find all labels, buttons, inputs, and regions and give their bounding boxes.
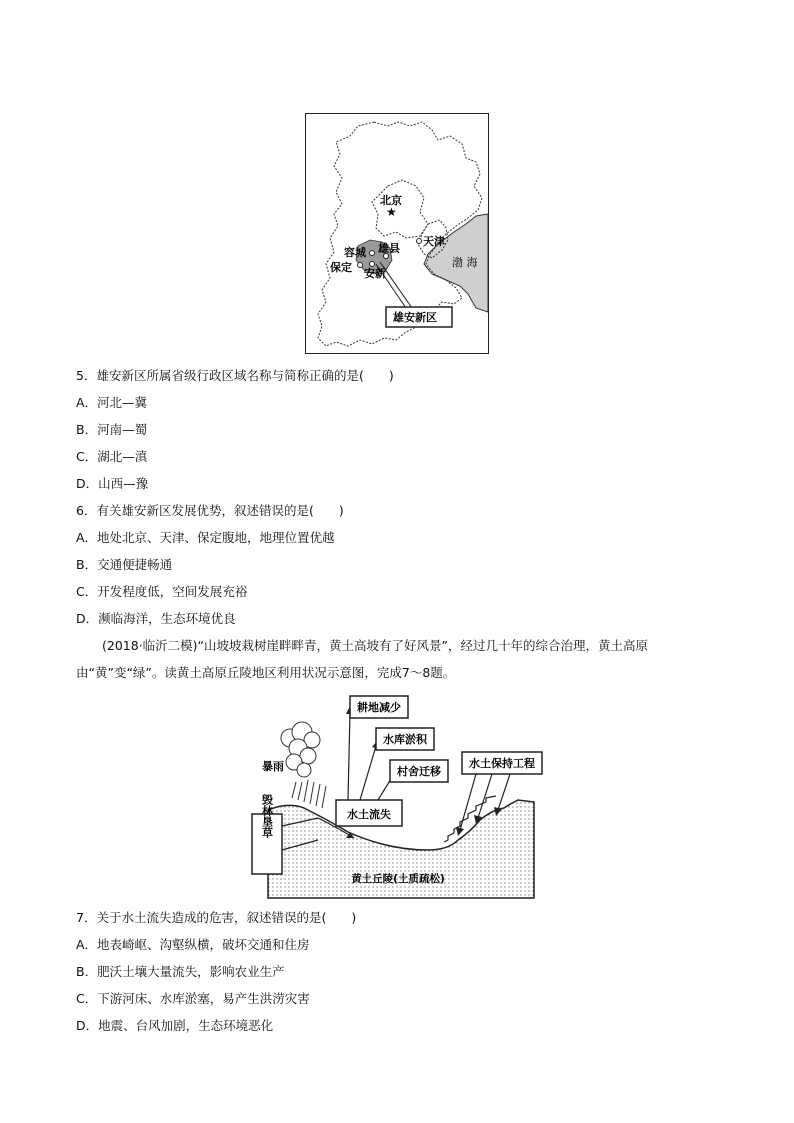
label-shuiku: 水库淤积 — [383, 733, 427, 746]
intro-paragraph — [76, 632, 726, 686]
question-7-option-c: C．下游河床、水库淤塞，易产生洪涝灾害 — [76, 991, 310, 1006]
label-gengdi: 耕地减少 — [357, 701, 401, 714]
question-6-stem: 6．有关雄安新区发展优势，叙述错误的是( ) — [76, 503, 344, 518]
label-rongcheng: 容城 — [344, 246, 366, 259]
map-drawing — [306, 114, 488, 353]
label-tianjin: 天津 — [423, 235, 445, 248]
label-qiuling: 黄土丘陵(土质疏松) — [351, 873, 445, 885]
label-xiongxian: 雄县 — [378, 242, 400, 255]
label-cunshe: 村舍迁移 — [397, 765, 441, 778]
label-shuitu-liushi: 水土流失 — [347, 808, 391, 821]
question-5-option-c: C．湖北—滇 — [76, 449, 148, 464]
label-beijing: 北京 — [380, 194, 402, 207]
loess-plateau-diagram — [248, 690, 548, 902]
question-7-option-b: B．肥沃土壤大量流失，影响农业生产 — [76, 964, 285, 979]
beijing-outline — [372, 180, 428, 238]
question-6-option-d: D．濒临海洋，生态环境优良 — [76, 611, 236, 626]
label-baoding: 保定 — [330, 261, 352, 274]
question-6-option-a: A．地处北京、天津、保定腹地，地理位置优越 — [76, 530, 335, 545]
question-5-option-b: B．河南—蜀 — [76, 422, 148, 437]
question-7-option-a: A．地表崎岖、沟壑纵横，破坏交通和住房 — [76, 937, 310, 952]
rain-cloud-icon — [281, 722, 320, 777]
question-7-option-d: D．地震、台风加剧，生态环境恶化 — [76, 1018, 274, 1033]
beijing-star-icon: ★ — [386, 205, 397, 219]
xiongan-map — [305, 113, 489, 354]
question-7-stem: 7．关于水土流失造成的危害，叙述错误的是( ) — [76, 910, 357, 925]
question-5-stem: 5．雄安新区所属省级行政区域名称与简称正确的是( ) — [76, 368, 394, 383]
anxin-dot — [370, 262, 375, 267]
label-xiongan: 雄安新区 — [393, 311, 437, 324]
question-5-option-d: D．山西—豫 — [76, 476, 149, 491]
label-baoyu: 暴雨 — [262, 760, 284, 773]
question-5-option-a: A．河北—冀 — [76, 395, 148, 410]
intro-text: (2018·临沂二模)“山坡坡栽树崖畔畔青，黄土高坡有了好风景”，经过几十年的综合治理，黄土高原由“黄”变“绿”。读黄土高原丘陵地区利用状况示意图，完成7～8题。 — [76, 638, 648, 680]
rain-lines — [292, 780, 326, 808]
label-baochi: 水土保持工程 — [469, 757, 535, 770]
tianjin-dot — [417, 239, 422, 244]
label-bohai: 渤 海 — [452, 256, 478, 269]
baoding-dot — [358, 263, 363, 268]
rongcheng-dot — [370, 251, 375, 256]
label-anxin: 安新 — [364, 267, 386, 280]
question-6-option-b: B．交通便捷畅通 — [76, 557, 173, 572]
label-huilin: 毁林垦草 — [260, 794, 274, 838]
question-6-option-c: C．开发程度低，空间发展充裕 — [76, 584, 248, 599]
